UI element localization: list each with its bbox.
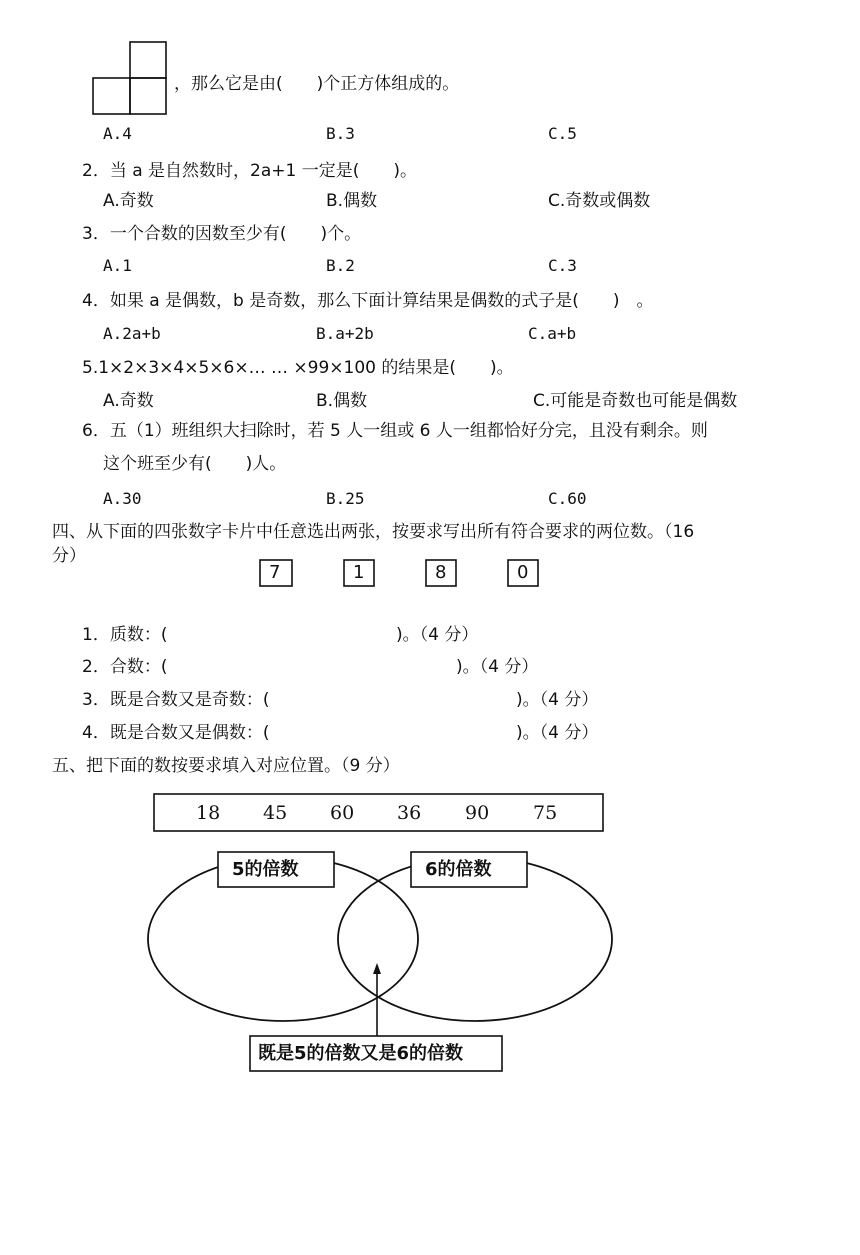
cube-figure xyxy=(93,42,166,114)
s4-item4-close: )。（4 分） xyxy=(516,723,599,743)
q4-text: 4．如果 a 是偶数，b 是奇数，那么下面计算结果是偶数的式子是( ) 。 xyxy=(82,291,654,311)
q2-text: 2．当 a 是自然数时，2a+1 一定是( )。 xyxy=(82,161,418,181)
q4-option-b: B.a+2b xyxy=(316,324,374,343)
q3-option-a: A.1 xyxy=(103,256,132,275)
number-75: 75 xyxy=(533,802,558,824)
s4-item3-close: )。（4 分） xyxy=(516,690,599,710)
q6-line2: 这个班至少有( )人。 xyxy=(103,454,287,474)
q6-option-a: A.30 xyxy=(103,489,142,508)
number-45: 45 xyxy=(263,802,288,824)
q4-option-c: C.a+b xyxy=(528,324,577,343)
section4-heading-line2: 分） xyxy=(52,546,86,566)
venn-right-label: 6的倍数 xyxy=(425,859,492,880)
q4-option-a: A.2a+b xyxy=(103,324,161,343)
card-8-value: 8 xyxy=(435,562,447,583)
q5-option-a: A.奇数 xyxy=(103,391,154,411)
number-36: 36 xyxy=(397,802,422,824)
venn-left-label: 5的倍数 xyxy=(232,859,299,880)
q1-text: ，那么它是由( )个正方体组成的。 xyxy=(174,74,460,94)
number-90: 90 xyxy=(465,802,490,824)
q5-option-b: B.偶数 xyxy=(316,391,368,411)
card-7-value: 7 xyxy=(269,562,281,583)
q3-option-c: C.3 xyxy=(548,256,577,275)
s4-item3-label: 3．既是合数又是奇数：( xyxy=(82,690,270,710)
s4-item4-label: 4．既是合数又是偶数：( xyxy=(82,723,270,743)
number-cards xyxy=(260,560,538,586)
q6-option-c: C.60 xyxy=(548,489,587,508)
q5-option-c: C.可能是奇数也可能是偶数 xyxy=(533,391,738,411)
q1-option-b: B.3 xyxy=(326,124,355,143)
s4-item2-label: 2．合数：( xyxy=(82,657,168,677)
q3-option-b: B.2 xyxy=(326,256,355,275)
q6-line1: 6．五（1）班组织大扫除时，若 5 人一组或 6 人一组都恰好分完，且没有剩余。则 xyxy=(82,421,708,441)
q5-text: 5.1×2×3×4×5×6×… … ×99×100 的结果是( )。 xyxy=(82,358,514,378)
q6-option-b: B.25 xyxy=(326,489,365,508)
q2-option-c: C.奇数或偶数 xyxy=(548,191,651,211)
card-0-value: 0 xyxy=(517,562,529,583)
s4-item2-close: )。（4 分） xyxy=(456,657,539,677)
q1-option-a: A.4 xyxy=(103,124,132,143)
q2-option-b: B.偶数 xyxy=(326,191,378,211)
s4-item1-close: )。（4 分） xyxy=(396,625,479,645)
q1-option-c: C.5 xyxy=(548,124,577,143)
venn-bottom-label: 既是5的倍数又是6的倍数 xyxy=(258,1043,464,1064)
s4-item1-label: 1．质数：( xyxy=(82,625,168,645)
q2-option-a: A.奇数 xyxy=(103,191,154,211)
number-18: 18 xyxy=(196,802,221,824)
q3-text: 3．一个合数的因数至少有( )个。 xyxy=(82,224,362,244)
number-60: 60 xyxy=(330,802,355,824)
card-1-value: 1 xyxy=(353,562,365,583)
section5-heading: 五、把下面的数按要求填入对应位置。（9 分） xyxy=(52,756,400,776)
section4-heading-line1: 四、从下面的四张数字卡片中任意选出两张，按要求写出所有符合要求的两位数。（16 xyxy=(52,522,695,542)
